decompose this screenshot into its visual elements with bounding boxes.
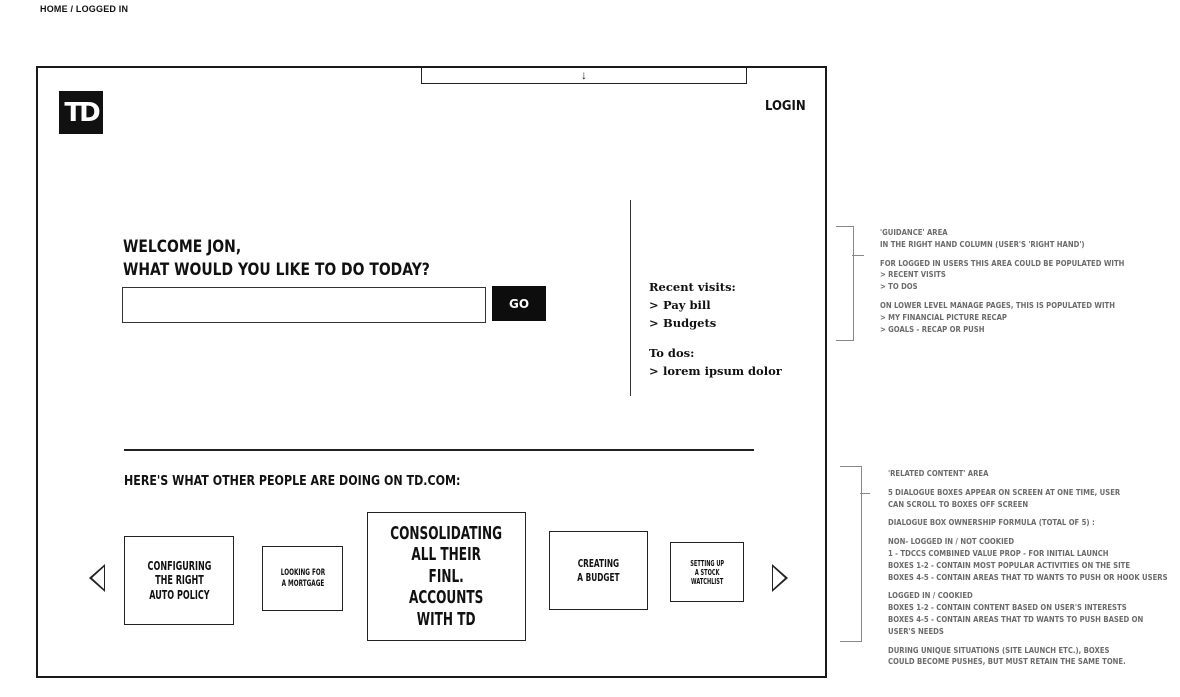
related-card-consolidating[interactable] [367, 512, 526, 641]
go-button[interactable]: GO [492, 286, 546, 321]
carousel-prev-icon[interactable] [89, 564, 105, 592]
annotation-line: FOR LOGGED IN USERS THIS AREA COULD BE POPULATED WITH [880, 258, 1125, 268]
annotation-line: 'RELATED CONTENT' AREA [888, 469, 989, 478]
scroll-down-tab[interactable] [421, 67, 747, 84]
related-annotation-bracket [840, 466, 862, 642]
related-card-mortgage[interactable] [262, 546, 343, 611]
todo-link[interactable] [649, 362, 782, 380]
annotation-line: DURING UNIQUE SITUATIONS (SITE LAUNCH ETC.), BOXES [888, 645, 1110, 655]
annotation-line: 'GUIDANCE' AREA [880, 228, 948, 237]
annotation-line: CAN SCROLL TO BOXES OFF SCREEN [888, 499, 1029, 509]
annotation-line: USER'S NEEDS [888, 626, 944, 636]
related-content-heading: HERE'S WHAT OTHER PEOPLE ARE DOING ON TD.COM: [124, 473, 461, 489]
login-link[interactable]: LOGIN [765, 99, 806, 114]
annotation-line: BOXES 4-5 - CONTAIN AREAS THAT TD WANTS TO PUSH OR HOOK USERS [888, 572, 1168, 582]
chevron-right-icon: > [649, 364, 659, 378]
card-line: LOOKING FOR [280, 568, 325, 579]
down-arrow-icon: ↓ [581, 68, 587, 82]
annotation-line: BOXES 1-2 - CONTAIN CONTENT BASED ON USER'S INTERESTS [888, 603, 1127, 613]
card-line: SETTING UP [690, 558, 724, 568]
card-line: WITH TD [417, 608, 476, 630]
section-divider [124, 449, 754, 451]
card-line: WATCHLIST [690, 576, 724, 586]
guidance-divider [630, 200, 631, 396]
card-line: FINL. ACCOUNTS [409, 565, 484, 609]
card-line: A MORTGAGE [281, 578, 324, 589]
todos-heading: To dos: [649, 346, 695, 360]
annotation-line: DIALOGUE BOX OWNERSHIP FORMULA (TOTAL OF 5) : [888, 518, 1095, 528]
search-input[interactable] [122, 287, 486, 323]
card-line: A BUDGET [577, 570, 620, 584]
card-line: CONFIGURING [147, 558, 211, 573]
annotation-line: 1 - TDCCS COMBINED VALUE PROP - FOR INITIAL LAUNCH [888, 548, 1109, 558]
welcome-line-2: WHAT WOULD YOU LIKE TO DO TODAY? [123, 260, 430, 280]
recent-visit-link[interactable] [649, 296, 782, 314]
annotation-line: > GOALS - RECAP OR PUSH [880, 324, 985, 334]
annotation-line: BOXES 1-2 - CONTAIN MOST POPULAR ACTIVITIES ON THE SITE [888, 560, 1131, 570]
annotation-line: NON- LOGGED IN / NOT COOKIED [888, 537, 1015, 547]
guidance-annotation [880, 227, 1124, 342]
recent-visits-heading: Recent visits: [649, 280, 736, 294]
annotation-line: COULD BECOME PUSHES, BUT MUST RETAIN THE SAME TONE. [888, 657, 1126, 667]
guidance-annotation-bracket [836, 226, 854, 341]
recent-visit-label: Budgets [663, 316, 717, 330]
annotation-line: > RECENT VISITS [880, 270, 946, 280]
td-logo[interactable]: TD [59, 91, 103, 134]
todo-label: lorem ipsum dolor [663, 364, 782, 378]
chevron-right-icon: > [649, 298, 659, 312]
card-line: CREATING [577, 557, 620, 571]
related-annotation [888, 468, 1168, 675]
card-line: AUTO POLICY [148, 587, 210, 602]
annotation-line: ON LOWER LEVEL MANAGE PAGES, THIS IS POPULATED WITH [880, 300, 1115, 310]
card-line: A STOCK [694, 567, 720, 577]
annotation-line: > MY FINANCIAL PICTURE RECAP [880, 312, 1007, 322]
welcome-line-1: WELCOME JON, [123, 237, 242, 257]
welcome-heading [123, 236, 430, 282]
annotation-line: > TO DOS [880, 282, 918, 292]
annotation-line: 5 DIALOGUE BOXES APPEAR ON SCREEN AT ONE TIME, USER [888, 487, 1121, 497]
card-line: THE RIGHT [154, 573, 204, 588]
breadcrumb: HOME / LOGGED IN [40, 4, 129, 14]
card-line: CONSOLIDATING [390, 522, 503, 544]
recent-visit-link[interactable] [649, 314, 782, 332]
card-line: ALL THEIR [411, 544, 482, 566]
related-card-budget[interactable] [549, 531, 648, 610]
annotation-line: LOGGED IN / COOKIED [888, 591, 973, 601]
recent-visit-label: Pay bill [663, 298, 711, 312]
related-card-auto-policy[interactable] [124, 536, 234, 625]
annotation-line: BOXES 4-5 - CONTAIN AREAS THAT TD WANTS TO PUSH BASED ON [888, 614, 1144, 624]
chevron-right-icon: > [649, 316, 659, 330]
guidance-area [649, 278, 782, 380]
related-card-stock-watchlist[interactable] [670, 542, 744, 602]
annotation-line: IN THE RIGHT HAND COLUMN (USER'S 'RIGHT HAND') [880, 239, 1085, 249]
carousel-next-icon[interactable] [772, 564, 788, 592]
